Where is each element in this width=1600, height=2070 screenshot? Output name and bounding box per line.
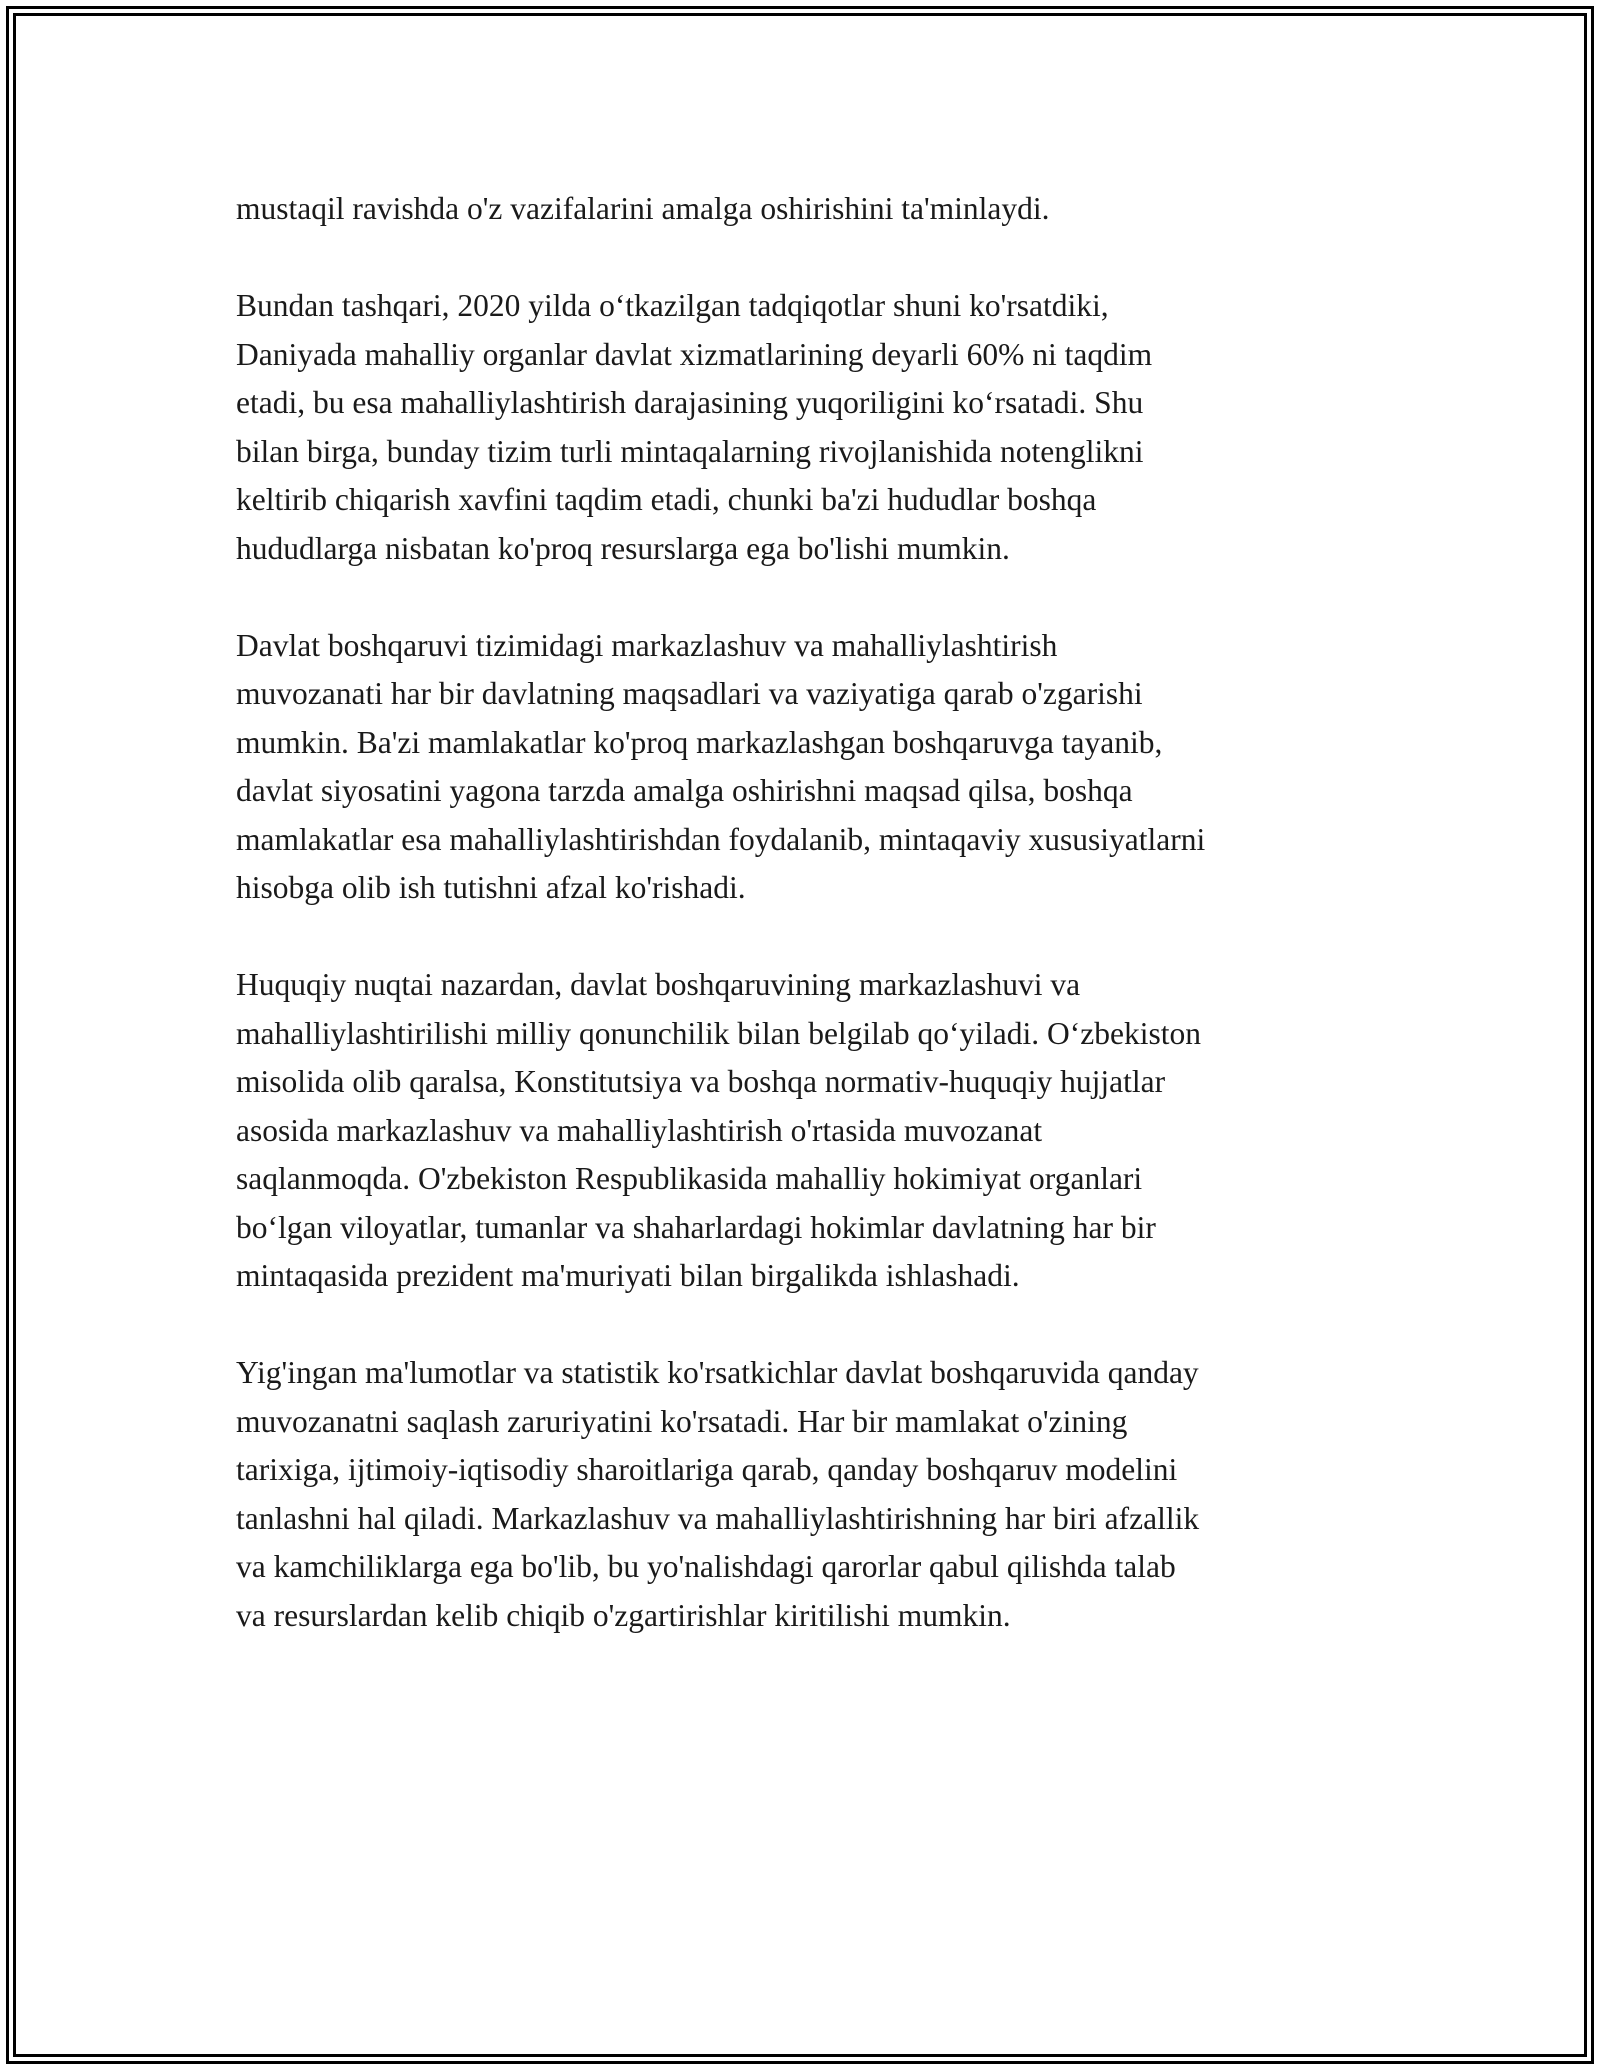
paragraph-4: Huquqiy nuqtai nazardan, davlat boshqaruvining markazlashuvi va mahalliylashtirilishi milliy qonunchilik bilan belgilab qo‘yiladi. O‘zbekiston misolida olib qaralsa, Konstitutsiya va boshqa normativ-huquqiy hujjatlar asosida markazlashuv va mahalliylashtirish o'rtasida muvozanat saqlanmoqda. O'zbekiston Respublikasida mahalliy hokimiyat organlari bo‘lgan viloyatlar, tumanlar va shaharlardagi hokimlar davlatning har bir mintaqasida prezident ma'muriyati bilan birgalikda ishlashadi. <box>236 967 1201 1293</box>
document-body <box>236 185 1376 1689</box>
paragraph-3: Davlat boshqaruvi tizimidagi markazlashuv va mahalliylashtirish muvozanati har bir davlatning maqsadlari va vaziyatiga qarab o'zgarishi mumkin. Ba'zi mamlakatlar ko'proq markazlashgan boshqaruvga tayanib, davlat siyosatini yagona tarzda amalga oshirishni maqsad qilsa, boshqa mamlakatlar esa mahalliylashtirishdan foydalanib, mintaqaviy xususiyatlarni hisobga olib ish tutishni afzal ko'rishadi. <box>236 627 1206 905</box>
paragraph-2: Bundan tashqari, 2020 yilda o‘tkazilgan tadqiqotlar shuni ko'rsatdiki, Daniyada mahalliy organlar davlat xizmatlarining deyarli 60% ni taqdim etadi, bu esa mahalliylashtirish darajasining yuqoriligini ko‘rsatadi. Shu bilan birga, bunday tizim turli mintaqalarning rivojlanishida notenglikni keltirib chiqarish xavfini taqdim etadi, chunki ba'zi hududlar boshqa hududlarga nisbatan ko'proq resurslarga ega bo'lishi mumkin. <box>236 288 1153 566</box>
paragraph-1: mustaqil ravishda o'z vazifalarini amalga oshirishini ta'minlaydi. <box>236 191 1050 226</box>
paragraph-5: Yig'ingan ma'lumotlar va statistik ko'rsatkichlar davlat boshqaruvida qanday muvozanatni saqlash zaruriyatini ko'rsatadi. Har bir mamlakat o'zining tarixiga, ijtimoiy-iqtisodiy sharoitlariga qarab, qanday boshqaruv modelini tanlashni hal qiladi. Markazlashuv va mahalliylashtirishning har biri afzallik va kamchiliklarga ega bo'lib, bu yo'nalishdagi qarorlar qabul qilishda talab va resurslardan kelib chiqib o'zgartirishlar kiritilishi mumkin. <box>236 1355 1200 1633</box>
